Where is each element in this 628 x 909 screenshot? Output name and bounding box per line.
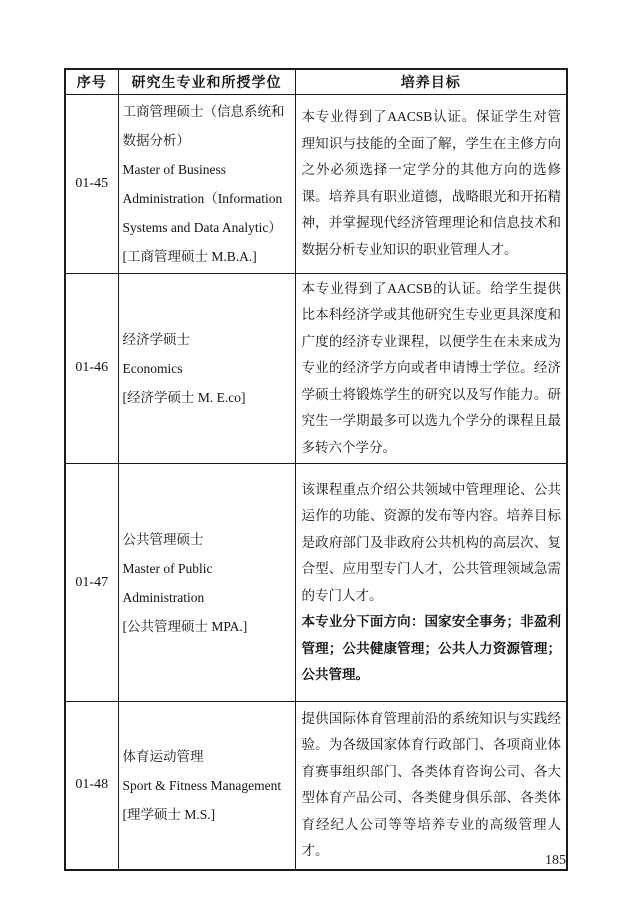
page-number: 185	[545, 853, 566, 868]
goal-cell	[295, 273, 567, 464]
major-line: 工商管理硕士（信息系统和数据分析）	[122, 103, 285, 148]
row-id: 01-46	[65, 273, 118, 464]
major-cell	[118, 702, 295, 870]
table-row	[65, 702, 567, 870]
major-cell	[118, 273, 295, 464]
major-line: [公共管理硕士 MPA.]	[122, 618, 248, 634]
major-line: 体育运动管理	[122, 748, 204, 764]
major-line: 经济学硕士	[122, 331, 190, 347]
table-row	[65, 464, 567, 702]
goal-text: 该课程重点介绍公共领域中管理理论、公共运作的功能、资源的发布等内容。培养目标是政府部门及非政府公共机构的高层次、复合型、应用型专门人才，公共管理领域急需的专门人才。	[301, 481, 561, 603]
major-line: [经济学硕士 M. E.co]	[122, 389, 246, 405]
major-line: Sport & Fitness Management	[122, 777, 282, 793]
table-header-row	[65, 69, 567, 94]
row-id: 01-48	[65, 702, 118, 870]
major-cell	[118, 464, 295, 702]
major-line: Economics	[122, 360, 183, 376]
header-training-goal: 培养目标	[295, 69, 567, 94]
goal-text-bold: 本专业分下面方向：国家安全事务；非盈利管理；公共健康管理；公共人力资源管理；公共管理。	[301, 614, 561, 682]
row-id: 01-47	[65, 464, 118, 702]
goal-text: 本专业得到了AACSB的认证。给学生提供比本科经济学或其他研究生专业更具深度和广度的经济专业课程，以便学生在未来成为专业的经济学方向或者申请博士学位。经济学硕士将锻炼学生的研究以及写作能力。研究生一学期最多可以选九个学分的课程且最多转六个学分。	[301, 280, 561, 455]
goal-cell	[295, 702, 567, 870]
major-line: [理学硕士 M.S.]	[122, 806, 216, 822]
row-id: 01-45	[65, 94, 118, 273]
goal-cell	[295, 94, 567, 273]
table-row	[65, 273, 567, 464]
goal-cell	[295, 464, 567, 702]
major-cell	[118, 94, 295, 273]
graduate-program-table	[64, 68, 568, 871]
major-line: 公共管理硕士	[122, 531, 204, 547]
major-line: Master of Public Administration	[122, 560, 213, 605]
header-serial-number: 序号	[65, 69, 118, 94]
major-line: Master of Business Administration（Information Systems and Data Analytic） [工商管理硕士 M.B.A.]	[122, 161, 283, 264]
header-major-degree: 研究生专业和所授学位	[118, 69, 295, 94]
table-row	[65, 94, 567, 273]
goal-text: 本专业得到了AACSB认证。保证学生对管理知识与技能的全面了解，学生在主修方向之外必须选择一定学分的其他方向的选修课。培养具有职业道德，战略眼光和开拓精神，并掌握现代经济管理理论和信息技术和数据分析专业知识的职业管理人才。	[301, 109, 561, 257]
goal-text: 提供国际体育管理前沿的系统知识与实践经验。为各级国家体育行政部门、各项商业体育赛事组织部门、各类体育咨询公司、各大型体育产品公司、各类健身俱乐部、各类体育经纪人公司等等培养专业的高级管理人才。	[301, 710, 561, 859]
